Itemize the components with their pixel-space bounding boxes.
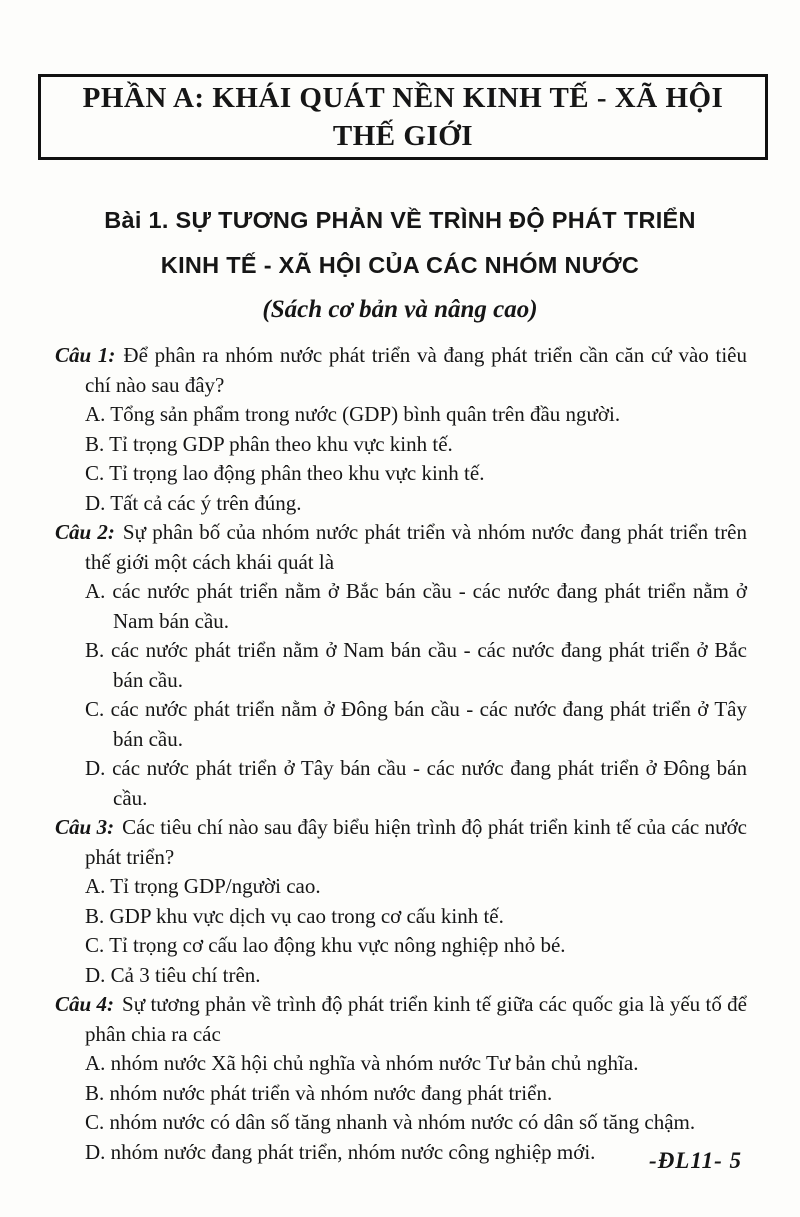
- part-header-line1: PHẦN A: KHÁI QUÁT NỀN KINH TẾ - XÃ HỘI: [82, 82, 724, 114]
- question-2-body: Sự phân bố của nhóm nước phát triển và nhóm nước đang phát triển trên thế giới một cách khái quát là: [85, 520, 748, 574]
- page-footer-mark: -ĐL11- 5: [649, 1148, 742, 1173]
- question-3-option-b: B. GDP khu vực dịch vụ cao trong cơ cấu kinh tế.: [85, 903, 504, 928]
- lesson-title-line2: KINH TẾ - XÃ HỘI CỦA CÁC NHÓM NƯỚC: [160, 252, 640, 278]
- question-2: [55, 518, 747, 813]
- lesson-subtitle: (Sách cơ bản và nâng cao): [262, 296, 538, 323]
- questions-list: [55, 341, 747, 1167]
- question-4-option-c: C. nhóm nước có dân số tăng nhanh và nhóm nước có dân số tăng chậm.: [85, 1110, 696, 1134]
- question-4-option-b: B. nhóm nước phát triển và nhóm nước đang phát triển.: [85, 1080, 553, 1105]
- question-1-option-a: A. Tổng sản phẩm trong nước (GDP) bình quân trên đầu người.: [85, 402, 621, 426]
- lesson-header: [0, 198, 800, 330]
- part-header-line2: THẾ GIỚI: [332, 120, 474, 152]
- question-2-option-b: B. các nước phát triển nằm ở Nam bán cầu - các nước đang phát triển ở Bắc bán cầu.: [85, 638, 747, 692]
- question-1-option-b: B. Tỉ trọng GDP phân theo khu vực kinh tế.: [85, 431, 453, 456]
- question-1-option-c: C. Tỉ trọng lao động phân theo khu vực kinh tế.: [85, 461, 485, 485]
- question-1-label: Câu 1:: [55, 343, 116, 367]
- question-4-option-d: D. nhóm nước đang phát triển, nhóm nước công nghiệp mới.: [85, 1139, 596, 1164]
- question-1: [55, 341, 747, 518]
- question-3: [55, 813, 747, 990]
- question-2-option-d: D. các nước phát triển ở Tây bán cầu - các nước đang phát triển ở Đông bán cầu.: [85, 756, 747, 810]
- part-header-box: [38, 74, 768, 160]
- question-3-option-d: D. Cả 3 tiêu chí trên.: [85, 962, 261, 987]
- question-3-body: Các tiêu chí nào sau đây biểu hiện trình độ phát triển kinh tế của các nước phát triển?: [85, 815, 747, 869]
- question-1-text: [55, 341, 747, 400]
- question-4: [55, 990, 747, 1167]
- question-2-label: Câu 2:: [55, 520, 115, 544]
- question-1-body: Để phân ra nhóm nước phát triển và đang phát triển cần căn cứ vào tiêu chí nào sau đây?: [85, 343, 747, 397]
- question-1-option-d: D. Tất cả các ý trên đúng.: [85, 490, 302, 515]
- question-2-option-a: A. các nước phát triển nằm ở Bắc bán cầu - các nước đang phát triển nằm ở Nam bán cầu.: [85, 579, 747, 633]
- question-4-text: [55, 990, 747, 1049]
- question-2-option-c: C. các nước phát triển nằm ở Đông bán cầu - các nước đang phát triển ở Tây bán cầu.: [85, 697, 747, 751]
- question-4-option-a: A. nhóm nước Xã hội chủ nghĩa và nhóm nước Tư bản chủ nghĩa.: [85, 1051, 639, 1075]
- lesson-title-line1: Bài 1. SỰ TƯƠNG PHẢN VỀ TRÌNH ĐỘ PHÁT TRIỂN: [104, 207, 696, 233]
- question-3-option-c: C. Tỉ trọng cơ cấu lao động khu vực nông nghiệp nhỏ bé.: [85, 933, 566, 957]
- question-2-text: [55, 518, 747, 577]
- question-4-body: Sự tương phản về trình độ phát triển kinh tế giữa các quốc gia là yếu tố để phân chia ra các: [85, 992, 748, 1046]
- question-4-label: Câu 4:: [55, 992, 115, 1016]
- question-3-option-a: A. Tỉ trọng GDP/người cao.: [85, 874, 321, 898]
- question-3-text: [55, 813, 747, 872]
- question-3-label: Câu 3:: [55, 815, 115, 839]
